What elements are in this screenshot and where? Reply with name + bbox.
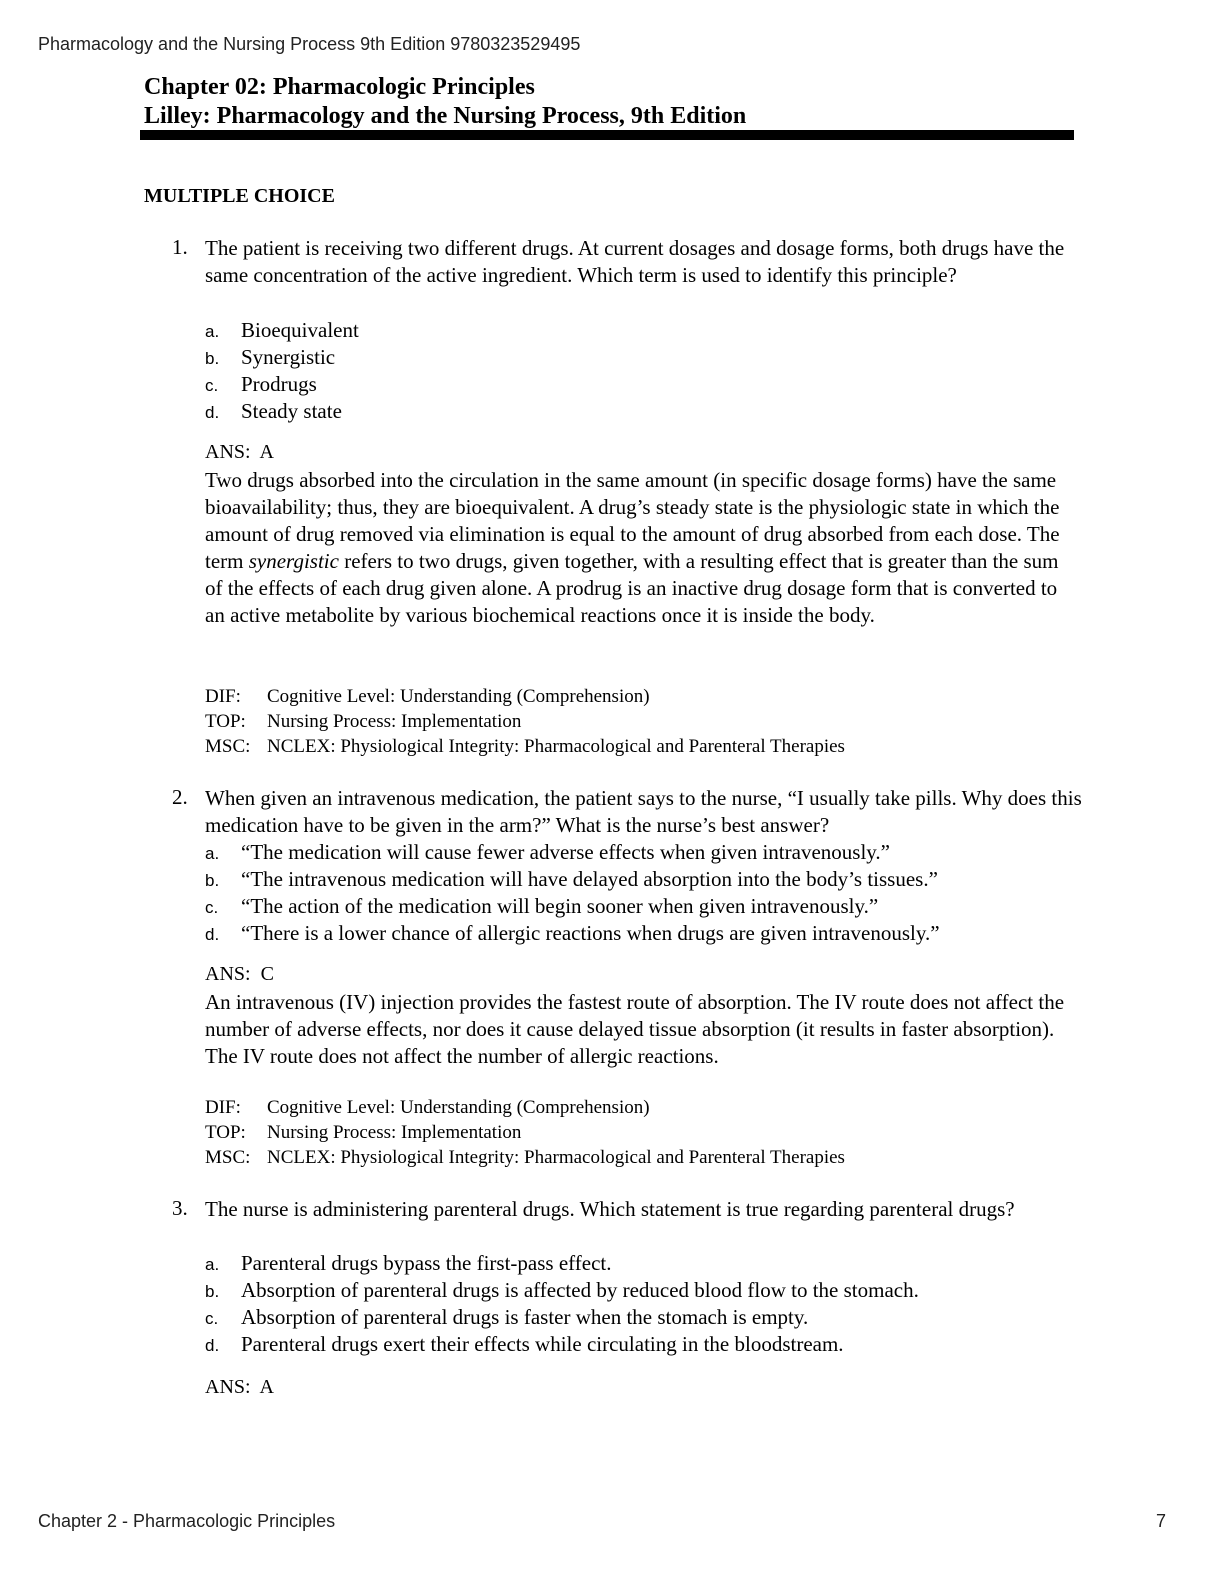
option-text: Absorption of parenteral drugs is faster when the stomach is empty. [241, 1305, 809, 1329]
question-stem: When given an intravenous medication, the patient says to the nurse, “I usually take pills. Why does this medication have to be given in the arm?” What is the nurse’s best answer? [205, 786, 1082, 837]
question-stem: The nurse is administering parenteral drugs. Which statement is true regarding parenteral drugs? [205, 1197, 1015, 1221]
option-letter: b. [205, 349, 220, 368]
meta-key: DIF: [205, 686, 241, 707]
option-item [205, 398, 359, 425]
meta-row [205, 684, 845, 709]
option-item [205, 866, 940, 893]
meta-value: NCLEX: Physiological Integrity: Pharmacological and Parenteral Therapies [267, 1147, 845, 1168]
option-text: “The action of the medication will begin sooner when given intravenously.” [241, 894, 879, 918]
option-text: Prodrugs [241, 372, 317, 396]
meta-row [205, 709, 845, 734]
meta-key: TOP: [205, 711, 246, 732]
option-item [205, 920, 940, 947]
meta-key: TOP: [205, 1122, 246, 1143]
option-letter: a. [205, 844, 220, 863]
option-letter: d. [205, 925, 220, 944]
explanation-text: refers to two drugs, given together, with a resulting effect that is greater than the sum of the effects of each drug given alone. A prodrug is an inactive drug dosage form that is converted to an active metabolite by various biochemical reactions once it is inside the body. [205, 549, 1059, 627]
footer-chapter-label: Chapter 2 - Pharmacologic Principles [38, 1511, 336, 1531]
chapter-title: Chapter 02: Pharmacologic Principles [144, 74, 535, 100]
explanation-text: Two drugs absorbed into the circulation in the same amount (in specific dosage forms) have the same bioavailability; thus, they are bioequivalent. A drug’s steady state is the physiologic state in which the amount of drug removed via elimination is equal to the amount of drug absorbed from each dose. The term [205, 468, 1060, 573]
option-item [205, 317, 359, 344]
explanation-text: An intravenous (IV) injection provides the fastest route of absorption. The IV route does not affect the number of adverse effects, nor does it cause delayed tissue absorption (it results in faster absorption). The IV route does not affect the number of allergic reactions. [205, 990, 1065, 1068]
question-meta [205, 1095, 845, 1170]
answer-label: ANS: [205, 963, 251, 985]
option-text: Steady state [241, 399, 342, 423]
meta-value: Nursing Process: Implementation [267, 1122, 522, 1143]
emphasized-term: synergistic [248, 549, 339, 573]
answer-line [205, 1376, 274, 1399]
meta-row [205, 734, 845, 759]
option-text: Absorption of parenteral drugs is affected by reduced blood flow to the stomach. [241, 1278, 919, 1302]
option-letter: c. [205, 898, 219, 917]
meta-key: DIF: [205, 1097, 241, 1118]
answer-explanation [205, 989, 1065, 1070]
option-letter: d. [205, 1336, 220, 1355]
option-item [205, 371, 359, 398]
answer-line [205, 963, 274, 986]
option-list [205, 317, 359, 425]
question-number: 3. [172, 1196, 188, 1220]
answer-explanation [205, 467, 1065, 629]
page-number: 7 [1155, 1511, 1166, 1531]
option-letter: a. [205, 322, 220, 341]
meta-value: NCLEX: Physiological Integrity: Pharmacological and Parenteral Therapies [267, 736, 845, 757]
title-rule [140, 130, 1074, 140]
option-item [205, 344, 359, 371]
option-letter: c. [205, 376, 219, 395]
option-letter: c. [205, 1309, 219, 1328]
question-number: 2. [172, 785, 188, 809]
section-heading: MULTIPLE CHOICE [144, 185, 335, 207]
option-text: “The intravenous medication will have delayed absorption into the body’s tissues.” [241, 867, 938, 891]
meta-row [205, 1145, 845, 1170]
option-item [205, 1250, 919, 1277]
meta-value: Cognitive Level: Understanding (Comprehension) [267, 686, 650, 707]
option-letter: b. [205, 871, 220, 890]
option-letter: d. [205, 403, 220, 422]
meta-key: MSC: [205, 1147, 251, 1168]
option-text: “The medication will cause fewer adverse effects when given intravenously.” [241, 840, 890, 864]
question-stem: The patient is receiving two different drugs. At current dosages and dosage forms, both drugs have the same concentration of the active ingredient. Which term is used to identify this principle? [205, 236, 1065, 287]
book-title: Lilley: Pharmacology and the Nursing Process, 9th Edition [144, 103, 747, 129]
option-item [205, 893, 940, 920]
option-text: Synergistic [241, 345, 336, 369]
answer-label: ANS: [205, 1376, 251, 1398]
meta-row [205, 1120, 845, 1145]
option-letter: a. [205, 1255, 220, 1274]
option-item [205, 1277, 919, 1304]
option-item [205, 1331, 919, 1358]
answer-value: A [259, 441, 274, 463]
option-item [205, 839, 940, 866]
answer-value: C [260, 963, 274, 985]
option-text: Parenteral drugs bypass the first-pass effect. [241, 1251, 612, 1275]
option-list [205, 839, 940, 947]
meta-value: Cognitive Level: Understanding (Comprehension) [267, 1097, 650, 1118]
answer-line [205, 441, 274, 464]
meta-key: MSC: [205, 736, 251, 757]
running-header: Pharmacology and the Nursing Process 9th Edition 9780323529495 [38, 34, 581, 54]
question-number: 1. [172, 235, 188, 259]
meta-row [205, 1095, 845, 1120]
option-text: “There is a lower chance of allergic reactions when drugs are given intravenously.” [241, 921, 940, 945]
option-list [205, 1250, 919, 1358]
meta-value: Nursing Process: Implementation [267, 711, 522, 732]
question-meta [205, 684, 845, 759]
answer-label: ANS: [205, 441, 251, 463]
option-letter: b. [205, 1282, 220, 1301]
option-text: Bioequivalent [241, 318, 359, 342]
answer-value: A [259, 1376, 274, 1398]
option-text: Parenteral drugs exert their effects while circulating in the bloodstream. [241, 1332, 844, 1356]
option-item [205, 1304, 919, 1331]
